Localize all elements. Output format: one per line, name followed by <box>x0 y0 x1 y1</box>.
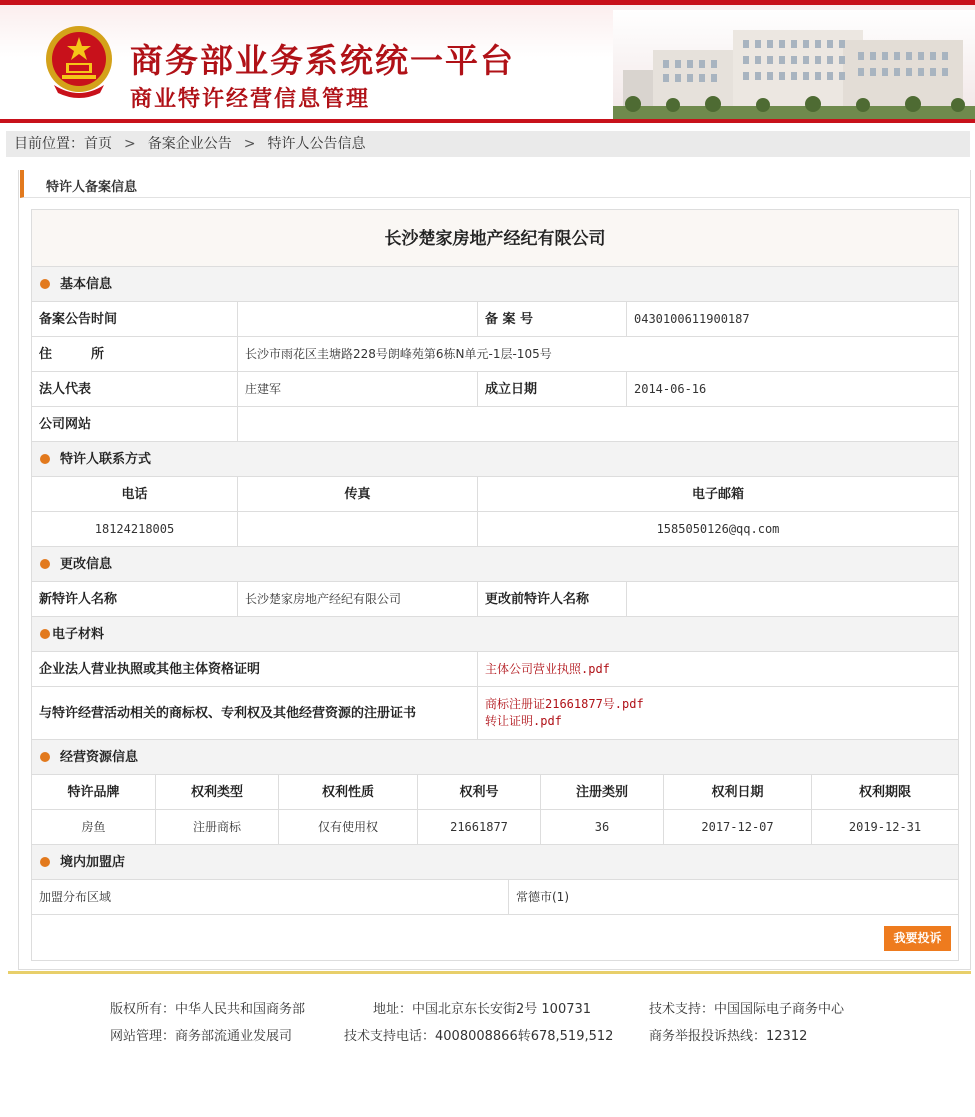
license-file-link[interactable]: 主体公司营业执照.pdf <box>477 652 958 686</box>
table-row <box>32 652 958 687</box>
section-title-bar <box>20 170 970 198</box>
national-emblem-icon <box>44 23 114 99</box>
col-right-type: 权利类型 <box>155 775 278 809</box>
cell-right-no: 21661877 <box>417 810 540 844</box>
footer-copyright: 版权所有：中华人民共和国商务部 <box>110 1002 306 1017</box>
announce-time-value <box>237 302 477 336</box>
col-brand: 特许品牌 <box>67 785 120 800</box>
change-header <box>32 547 958 582</box>
breadcrumb-separator-icon: > <box>243 136 256 152</box>
old-name-label: 更改前特许人名称 <box>477 582 626 616</box>
contact-title: 特许人联系方式 <box>60 452 152 467</box>
site-title: 商务部业务系统统一平台 <box>130 41 515 80</box>
bullet-icon <box>40 857 50 867</box>
new-name-value: 长沙楚家房地产经纪有限公司 <box>237 582 477 616</box>
record-no-label: 备 案 号 <box>477 302 626 336</box>
basic-info-title: 基本信息 <box>60 277 113 292</box>
record-no-value: 0430100611900187 <box>626 302 958 336</box>
ministry-building-image <box>613 10 975 122</box>
transfer-proof-link[interactable]: 转让证明.pdf <box>485 714 562 728</box>
ip-certificates-label: 与特许经营活动相关的商标权、专利权及其他经营资源的注册证书 <box>39 706 417 721</box>
website-value <box>237 407 958 441</box>
bullet-icon <box>40 279 50 289</box>
table-header-row <box>32 775 958 810</box>
breadcrumb-prefix: 目前位置： <box>14 136 84 152</box>
stores-title: 境内加盟店 <box>60 855 126 870</box>
legal-rep-value: 庄建军 <box>237 372 477 406</box>
site-header <box>0 5 975 122</box>
footer-address: 地址：中国北京东长安街2号 100731 <box>373 1002 592 1017</box>
address-label: 住 所 <box>39 347 105 362</box>
legal-rep-label: 法人代表 <box>39 382 92 397</box>
col-right-date: 权利日期 <box>663 775 811 809</box>
table-row <box>32 337 958 372</box>
resources-title: 经营资源信息 <box>60 750 139 765</box>
footer-site-admin: 网站管理：商务部流通业发展司 <box>110 1029 293 1044</box>
breadcrumb-home[interactable]: 首页 <box>84 136 112 152</box>
footer-divider <box>8 971 971 974</box>
phone-value: 18124218005 <box>94 522 175 536</box>
email-label: 电子邮箱 <box>477 477 958 511</box>
col-reg-class: 注册类别 <box>540 775 663 809</box>
bullet-icon <box>40 629 50 639</box>
old-name-value <box>626 582 958 616</box>
phone-label: 电话 <box>121 487 148 502</box>
announce-time-label: 备案公告时间 <box>39 312 118 327</box>
fax-value <box>237 512 477 546</box>
store-area-label: 加盟分布区域 <box>39 890 112 904</box>
table-row <box>32 477 958 512</box>
table-row <box>32 810 958 845</box>
breadcrumb <box>6 131 970 157</box>
footer-hotline: 商务举报投诉热线：12312 <box>649 1029 808 1044</box>
cell-right-type: 注册商标 <box>155 810 278 844</box>
store-area-value: 常德市(1) <box>508 880 958 914</box>
email-value: 1585050126@qq.com <box>477 512 958 546</box>
complain-button[interactable]: 我要投诉 <box>884 926 951 951</box>
change-title: 更改信息 <box>60 557 113 572</box>
materials-title: 电子材料 <box>52 627 105 642</box>
table-row <box>32 582 958 617</box>
table-row <box>32 512 958 547</box>
website-label: 公司网站 <box>39 417 92 432</box>
cell-right-term: 2019-12-31 <box>811 810 958 844</box>
resources-header <box>32 740 958 775</box>
footer-tech-phone: 技术支持电话：4008008866转678,519,512 <box>344 1029 614 1044</box>
fax-label: 传真 <box>237 477 477 511</box>
license-label: 企业法人营业执照或其他主体资格证明 <box>39 662 261 677</box>
company-name: 长沙楚家房地产经纪有限公司 <box>32 210 958 267</box>
cell-reg-class: 36 <box>540 810 663 844</box>
stores-header <box>32 845 958 880</box>
franchisor-detail-card <box>31 209 959 961</box>
header-bottom-bar <box>0 119 975 123</box>
bullet-icon <box>40 752 50 762</box>
breadcrumb-current: 特许人公告信息 <box>267 136 366 152</box>
new-name-label: 新特许人名称 <box>39 592 118 607</box>
table-row <box>32 302 958 337</box>
materials-header <box>32 617 958 652</box>
table-row <box>32 372 958 407</box>
table-row <box>32 880 958 915</box>
established-value: 2014-06-16 <box>626 372 958 406</box>
contact-header <box>32 442 958 477</box>
cell-right-date: 2017-12-07 <box>663 810 811 844</box>
breadcrumb-separator-icon: > <box>124 136 136 152</box>
table-row <box>32 407 958 442</box>
cell-brand: 房鱼 <box>81 820 106 834</box>
address-value: 长沙市雨花区圭塘路228号朗峰苑第6栋N单元-1层-105号 <box>237 337 958 371</box>
col-right-no: 权利号 <box>417 775 540 809</box>
cell-right-nature: 仅有使用权 <box>278 810 417 844</box>
bullet-icon <box>40 454 50 464</box>
ip-files-cell <box>477 687 958 739</box>
trademark-cert-link[interactable]: 商标注册证21661877号.pdf <box>485 697 644 711</box>
table-row <box>32 687 958 740</box>
breadcrumb-filing-announcements[interactable]: 备案企业公告 <box>147 136 232 152</box>
col-right-term: 权利期限 <box>811 775 958 809</box>
basic-info-header <box>32 267 958 302</box>
established-label: 成立日期 <box>477 372 626 406</box>
bullet-icon <box>40 559 50 569</box>
footer-tech-support: 技术支持：中国国际电子商务中心 <box>649 1002 845 1017</box>
site-subtitle: 商业特许经营信息管理 <box>130 87 371 112</box>
col-right-nature: 权利性质 <box>278 775 417 809</box>
section-title: 特许人备案信息 <box>46 180 138 195</box>
